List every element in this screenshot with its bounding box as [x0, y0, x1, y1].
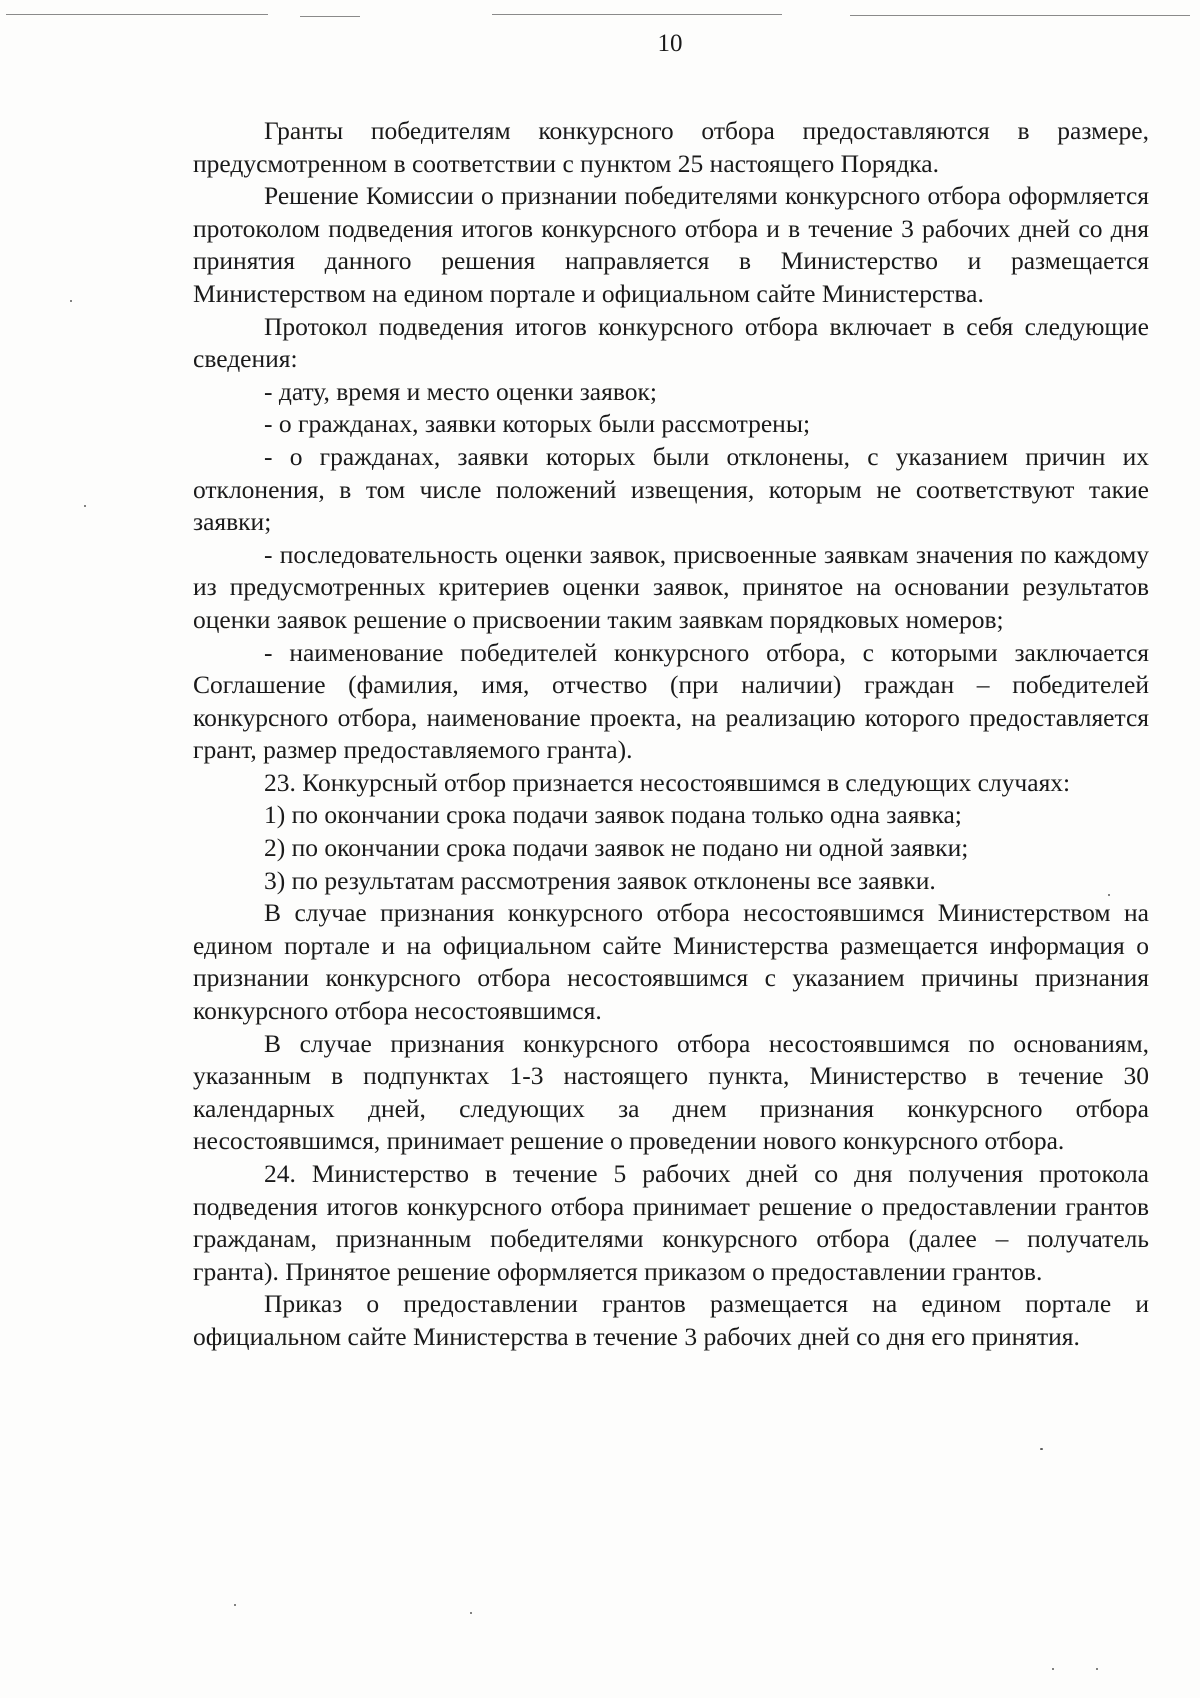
paragraph: Гранты победителям конкурсного отбора предоставляются в размере, предусмотренном в соответствии с пунктом 25 настоящего Порядка. [193, 116, 1149, 178]
document-body [193, 115, 1149, 1354]
scan-speck [84, 505, 86, 507]
scan-speck [1052, 1668, 1054, 1670]
paragraph: Решение Комиссии о признании победителями конкурсного отбора оформляется протоколом подведения итогов конкурсного отбора и в течение 3 рабочих дней со дня принятия данного решения направляется в Министерство и размещается Министерством на едином портале и официальном сайте Министерства. [193, 181, 1149, 308]
list-item: - о гражданах, заявки которых были рассмотрены; [264, 409, 811, 439]
section-paragraph: 24. Министерство в течение 5 рабочих дней со дня получения протокола подведения итогов конкурсного отбора принимает решение о предоставлении грантов гражданам, признанным победителями конкурсного отбора (далее – получатель гранта). Принятое решение оформляется приказом о предоставлении грантов. [193, 1159, 1149, 1286]
list-item: 1) по окончании срока подачи заявок подана только одна заявка; [264, 800, 962, 830]
list-item: 2) по окончании срока подачи заявок не подано ни одной заявки; [264, 833, 969, 863]
paragraph: Протокол подведения итогов конкурсного отбора включает в себя следующие сведения: [193, 311, 1149, 374]
list-item: - наименование победителей конкурсного отбора, с которыми заключается Соглашение (фамилия, имя, отчество (при наличии) граждан – победителей конкурсного отбора, наименование проекта, на реализацию которого предоставляется грант, размер предоставляемого гранта). [193, 637, 1149, 765]
scan-speck [1040, 1448, 1043, 1450]
scan-speck [1096, 1668, 1098, 1670]
section-paragraph: 23. Конкурсный отбор признается несостоявшимся в следующих случаях: [264, 767, 1071, 797]
list-item: - дату, время и место оценки заявок; [264, 376, 657, 406]
scan-speck [470, 1612, 472, 1614]
paragraph: В случае признания конкурсного отбора несостоявшимся по основаниям, указанным в подпунктах 1-3 настоящего пункта, Министерство в течение 30 календарных дней, следующих за днем признания конкурсного отбора несостоявшимся, принимает решение о проведении нового конкурсного отбора. [193, 1028, 1149, 1156]
list-item: - последовательность оценки заявок, присвоенные заявкам значения по каждому из предусмотренных критериев оценки заявок, принятое на основании результатов оценки заявок решение о присвоении таким заявкам порядковых номеров; [193, 539, 1149, 634]
list-item: - о гражданах, заявки которых были отклонены, с указанием причин их отклонения, в том числе положений извещения, которым не соответствуют такие заявки; [193, 441, 1149, 537]
scan-speck [234, 1604, 236, 1606]
scan-speck [70, 300, 72, 302]
scan-top-edge [0, 14, 1200, 18]
paragraph: В случае признания конкурсного отбора несостоявшимся Министерством на едином портале и на официальном сайте Министерства размещается информация о признании конкурсного отбора несостоявшимся с указанием причины признания конкурсного отбора несостоявшимся. [193, 898, 1149, 1026]
scan-speck [1108, 894, 1110, 896]
paragraph: Приказ о предоставлении грантов размещается на едином портале и официальном сайте Министерства в течение 3 рабочих дней со дня его принятия. [193, 1289, 1149, 1351]
page-number: 10 [657, 30, 683, 57]
list-item: 3) по результатам рассмотрения заявок отклонены все заявки. [264, 865, 936, 895]
